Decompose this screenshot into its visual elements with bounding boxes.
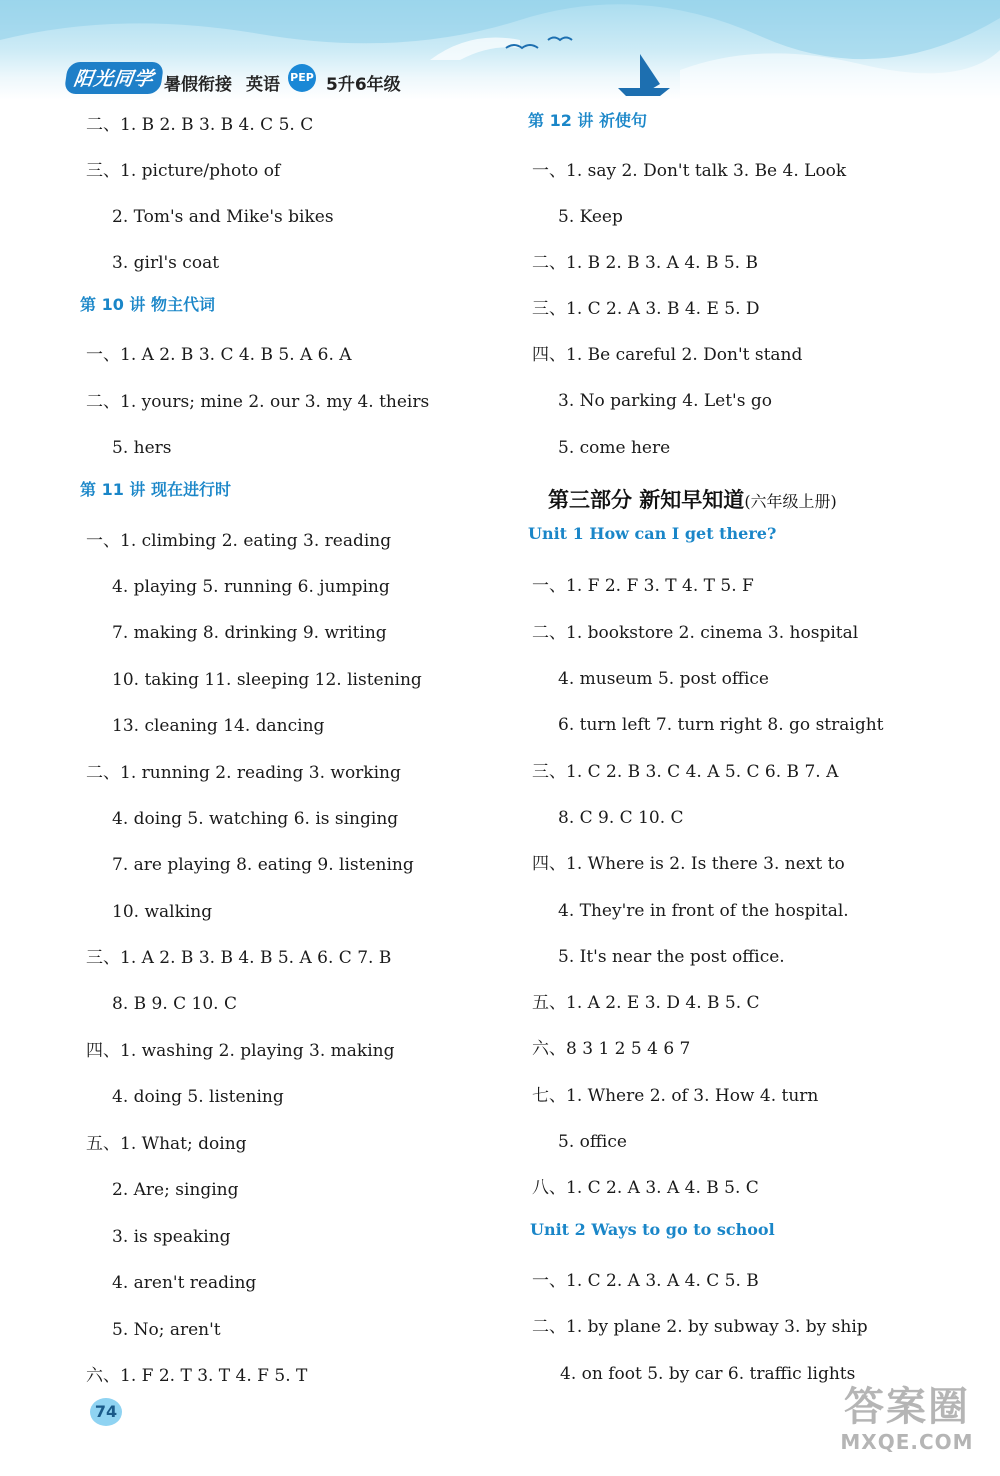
answer-line: 2. Are; singing (112, 1180, 239, 1200)
part-heading (548, 484, 837, 514)
bird-icon (548, 38, 572, 41)
answer-line: 6. turn left 7. turn right 8. go straight (558, 715, 884, 735)
answer-line: 7. making 8. drinking 9. writing (112, 623, 387, 643)
unit-heading: Unit 1 How can I get there? (528, 524, 777, 543)
series-title: 暑假衔接 (164, 75, 232, 95)
answer-line: 4. doing 5. watching 6. is singing (112, 809, 399, 829)
header-banner (0, 0, 1000, 100)
answer-line: 二、1. B 2. B 3. A 4. B 5. B (532, 253, 758, 273)
answer-line: 4. playing 5. running 6. jumping (112, 577, 390, 597)
answer-line: 4. museum 5. post office (558, 669, 769, 689)
brand-logo: 阳光同学 (64, 62, 165, 94)
answer-line: 一、1. F 2. F 3. T 4. T 5. F (532, 576, 754, 596)
section-heading: 第 10 讲 物主代词 (80, 295, 215, 314)
answer-line: 六、8 3 1 2 5 4 6 7 (532, 1039, 691, 1059)
answer-line: 三、1. A 2. B 3. B 4. B 5. A 6. C 7. B (86, 948, 392, 968)
answer-line: 7. are playing 8. eating 9. listening (112, 855, 414, 875)
answer-line: 三、1. picture/photo of (86, 161, 281, 181)
answer-line: 10. taking 11. sleeping 12. listening (112, 670, 422, 690)
answer-line: 8. B 9. C 10. C (112, 994, 238, 1014)
page-number: 74 (90, 1398, 122, 1426)
answer-line: 5. It's near the post office. (558, 947, 785, 967)
answer-line: 七、1. Where 2. of 3. How 4. turn (532, 1086, 819, 1106)
answer-line: 二、1. bookstore 2. cinema 3. hospital (532, 623, 859, 643)
answer-line: 10. walking (112, 902, 213, 922)
answer-line: 3. is speaking (112, 1227, 231, 1247)
answer-line: 八、1. C 2. A 3. A 4. B 5. C (532, 1178, 759, 1198)
part-title: 第三部分 新知早知道 (548, 488, 745, 512)
answer-line: 四、1. Where is 2. Is there 3. next to (532, 854, 845, 874)
watermark-url: MXQE.COM (840, 1430, 974, 1454)
answer-line: 一、1. say 2. Don't talk 3. Be 4. Look (532, 161, 847, 181)
answer-line: 五、1. What; doing (86, 1134, 247, 1154)
answer-line: 二、1. by plane 2. by subway 3. by ship (532, 1317, 868, 1337)
watermark (832, 1384, 982, 1454)
answer-line: 六、1. F 2. T 3. T 4. F 5. T (86, 1366, 308, 1386)
answer-line: 13. cleaning 14. dancing (112, 716, 325, 736)
answer-line: 四、1. washing 2. playing 3. making (86, 1041, 395, 1061)
watermark-text: 答案圈 (844, 1384, 970, 1430)
answer-line: 二、1. yours; mine 2. our 3. my 4. theirs (86, 392, 430, 412)
answer-line: 2. Tom's and Mike's bikes (112, 207, 334, 227)
answer-line: 四、1. Be careful 2. Don't stand (532, 345, 803, 365)
answer-line: 5. come here (558, 438, 671, 458)
section-heading: 第 11 讲 现在进行时 (80, 480, 231, 499)
answer-line: 4. They're in front of the hospital. (558, 901, 849, 921)
edition-badge: PEP (288, 64, 316, 92)
answer-line: 二、1. B 2. B 3. B 4. C 5. C (86, 115, 314, 135)
answer-line: 一、1. C 2. A 3. A 4. C 5. B (532, 1271, 759, 1291)
answer-line: 3. No parking 4. Let's go (558, 391, 772, 411)
answer-line: 5. hers (112, 438, 172, 458)
answer-line: 一、1. climbing 2. eating 3. reading (86, 531, 392, 551)
part-subtitle: (六年级上册) (744, 492, 837, 511)
answer-line: 4. doing 5. listening (112, 1087, 284, 1107)
section-heading: 第 12 讲 祈使句 (528, 111, 647, 130)
answer-line: 4. aren't reading (112, 1273, 257, 1293)
bird-icon (506, 45, 538, 48)
answer-line: 二、1. running 2. reading 3. working (86, 763, 401, 783)
grade-label: 5升6年级 (326, 75, 401, 95)
answer-line: 5. No; aren't (112, 1320, 221, 1340)
answer-line: 三、1. C 2. B 3. C 4. A 5. C 6. B 7. A (532, 762, 839, 782)
answer-line: 4. on foot 5. by car 6. traffic lights (560, 1364, 856, 1384)
answer-line: 三、1. C 2. A 3. B 4. E 5. D (532, 299, 760, 319)
answer-line: 5. Keep (558, 207, 623, 227)
answer-line: 一、1. A 2. B 3. C 4. B 5. A 6. A (86, 345, 352, 365)
answer-line: 五、1. A 2. E 3. D 4. B 5. C (532, 993, 760, 1013)
answer-line: 5. office (558, 1132, 627, 1152)
subject-label: 英语 (246, 75, 280, 95)
answer-line: 8. C 9. C 10. C (558, 808, 684, 828)
unit-heading: Unit 2 Ways to go to school (530, 1220, 775, 1239)
answer-line: 3. girl's coat (112, 253, 220, 273)
